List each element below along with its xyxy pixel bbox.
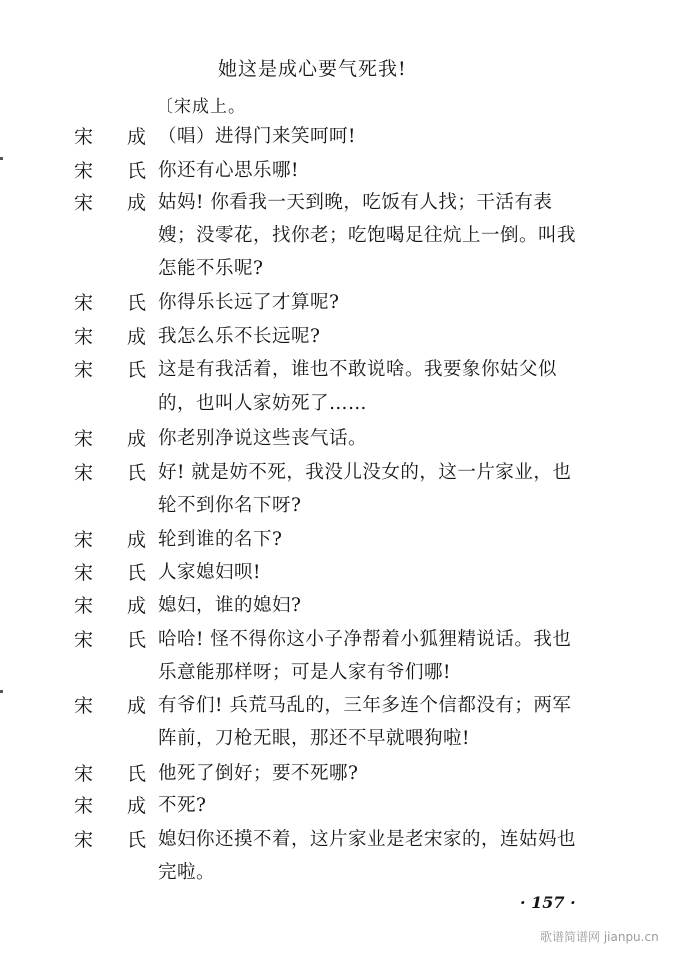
speaker-char: 成 bbox=[126, 695, 146, 717]
dialogue-text: 我怎么乐不长远呢? bbox=[158, 326, 321, 347]
dialogue-line bbox=[0, 525, 690, 555]
dialogue-line bbox=[0, 858, 690, 888]
speaker-name bbox=[74, 691, 146, 718]
dialogue-text: 人家媳妇呗! bbox=[158, 562, 261, 583]
dialogue-text: 这是有我活着，谁也不敢说啥。我要象你姑父似 bbox=[158, 359, 558, 380]
speaker-name bbox=[74, 458, 146, 485]
dialogue-line bbox=[0, 188, 690, 218]
speaker-char: 宋 bbox=[74, 428, 94, 450]
speaker-char: 氏 bbox=[126, 763, 146, 785]
speaker-char: 氏 bbox=[126, 160, 146, 182]
speaker-char: 宋 bbox=[74, 795, 94, 817]
speaker-name bbox=[74, 625, 146, 652]
margin-mark bbox=[0, 690, 3, 693]
dialogue-line bbox=[0, 491, 690, 521]
speaker-char: 成 bbox=[126, 326, 146, 348]
speaker-char: 成 bbox=[126, 126, 146, 148]
dialogue-line bbox=[0, 221, 690, 251]
margin-mark bbox=[0, 157, 3, 160]
dialogue-line bbox=[0, 791, 690, 821]
dialogue-text: 乐意能那样呀；可是人家有爷们哪! bbox=[158, 662, 451, 683]
speaker-char: 氏 bbox=[126, 292, 146, 314]
speaker-name bbox=[74, 424, 146, 451]
speaker-char: 宋 bbox=[74, 529, 94, 551]
dialogue-line bbox=[0, 424, 690, 454]
dialogue-text: 他死了倒好；要不死哪? bbox=[158, 763, 359, 784]
dialogue-text: 阵前，刀枪无眼，那还不早就喂狗啦! bbox=[158, 728, 470, 749]
speaker-char: 氏 bbox=[126, 562, 146, 584]
speaker-char: 氏 bbox=[126, 359, 146, 381]
heading-line: 她这是成心要气死我! bbox=[218, 58, 407, 80]
dialogue-line bbox=[0, 825, 690, 855]
dialogue-line bbox=[0, 254, 690, 284]
dialogue-line bbox=[0, 156, 690, 186]
dialogue-line bbox=[0, 389, 690, 419]
dialogue-text: 媳妇，谁的媳妇? bbox=[158, 595, 302, 616]
speaker-char: 成 bbox=[126, 428, 146, 450]
speaker-name bbox=[74, 525, 146, 552]
page-number: · 157 · bbox=[520, 893, 576, 912]
speaker-char: 宋 bbox=[74, 695, 94, 717]
speaker-name bbox=[74, 288, 146, 315]
dialogue-text: 完啦。 bbox=[158, 862, 216, 883]
dialogue-line bbox=[0, 691, 690, 721]
dialogue-line bbox=[0, 724, 690, 754]
speaker-char: 宋 bbox=[74, 595, 94, 617]
speaker-char: 宋 bbox=[74, 192, 94, 214]
speaker-char: 宋 bbox=[74, 629, 94, 651]
dialogue-line bbox=[0, 322, 690, 352]
speaker-name bbox=[74, 791, 146, 818]
dialogue-text: 的，也叫人家妨死了…… bbox=[158, 393, 368, 414]
speaker-char: 宋 bbox=[74, 126, 94, 148]
speaker-char: 氏 bbox=[126, 829, 146, 851]
dialogue-line bbox=[0, 591, 690, 621]
dialogue-line bbox=[0, 759, 690, 789]
speaker-name bbox=[74, 759, 146, 786]
dialogue-line bbox=[0, 558, 690, 588]
dialogue-line bbox=[0, 288, 690, 318]
dialogue-line bbox=[0, 625, 690, 655]
speaker-name bbox=[74, 322, 146, 349]
speaker-name bbox=[74, 558, 146, 585]
dialogue-text: 你得乐长远了才算呢? bbox=[158, 292, 340, 313]
dialogue-text: 嫂；没零花，找你老；吃饱喝足往炕上一倒。叫我 bbox=[158, 225, 577, 246]
speaker-char: 成 bbox=[126, 529, 146, 551]
dialogue-text: 不死? bbox=[158, 795, 207, 816]
speaker-name bbox=[74, 122, 146, 149]
dialogue-text: 你老别净说这些丧气话。 bbox=[158, 428, 368, 449]
dialogue-text: 有爷们! 兵荒马乱的，三年多连个信都没有；两军 bbox=[158, 695, 572, 716]
watermark-text: 歌谱简谱网 jianpu.cn bbox=[540, 930, 659, 944]
speaker-char: 宋 bbox=[74, 359, 94, 381]
dialogue-text: 姑妈! 你看我一天到晚，吃饭有人找；干活有表 bbox=[158, 192, 553, 213]
speaker-char: 宋 bbox=[74, 763, 94, 785]
speaker-char: 宋 bbox=[74, 326, 94, 348]
dialogue-text: 你还有心思乐哪! bbox=[158, 160, 299, 181]
speaker-char: 宋 bbox=[74, 160, 94, 182]
dialogue-line bbox=[0, 458, 690, 488]
speaker-char: 成 bbox=[126, 192, 146, 214]
speaker-char: 宋 bbox=[74, 829, 94, 851]
speaker-name bbox=[74, 825, 146, 852]
speaker-name bbox=[74, 355, 146, 382]
speaker-name bbox=[74, 188, 146, 215]
speaker-name bbox=[74, 156, 146, 183]
dialogue-text: 好! 就是妨不死，我没儿没女的，这一片家业，也 bbox=[158, 462, 572, 483]
dialogue-text: 轮不到你名下呀? bbox=[158, 495, 302, 516]
speaker-char: 氏 bbox=[126, 629, 146, 651]
dialogue-line bbox=[0, 355, 690, 385]
stage-direction: 〔宋成上。 bbox=[156, 97, 246, 117]
speaker-char: 宋 bbox=[74, 562, 94, 584]
speaker-char: 宋 bbox=[74, 292, 94, 314]
dialogue-text: 媳妇你还摸不着，这片家业是老宋家的，连姑妈也 bbox=[158, 829, 577, 850]
speaker-char: 成 bbox=[126, 795, 146, 817]
dialogue-text: 怎能不乐呢? bbox=[158, 258, 264, 279]
speaker-char: 成 bbox=[126, 595, 146, 617]
dialogue-line bbox=[0, 122, 690, 152]
dialogue-text: 轮到谁的名下? bbox=[158, 529, 283, 550]
dialogue-text: 哈哈! 怪不得你这小子净帮着小狐狸精说话。我也 bbox=[158, 629, 572, 650]
speaker-name bbox=[74, 591, 146, 618]
speaker-char: 宋 bbox=[74, 462, 94, 484]
dialogue-line bbox=[0, 658, 690, 688]
dialogue-text: （唱）进得门来笑呵呵! bbox=[158, 126, 356, 147]
speaker-char: 氏 bbox=[126, 462, 146, 484]
